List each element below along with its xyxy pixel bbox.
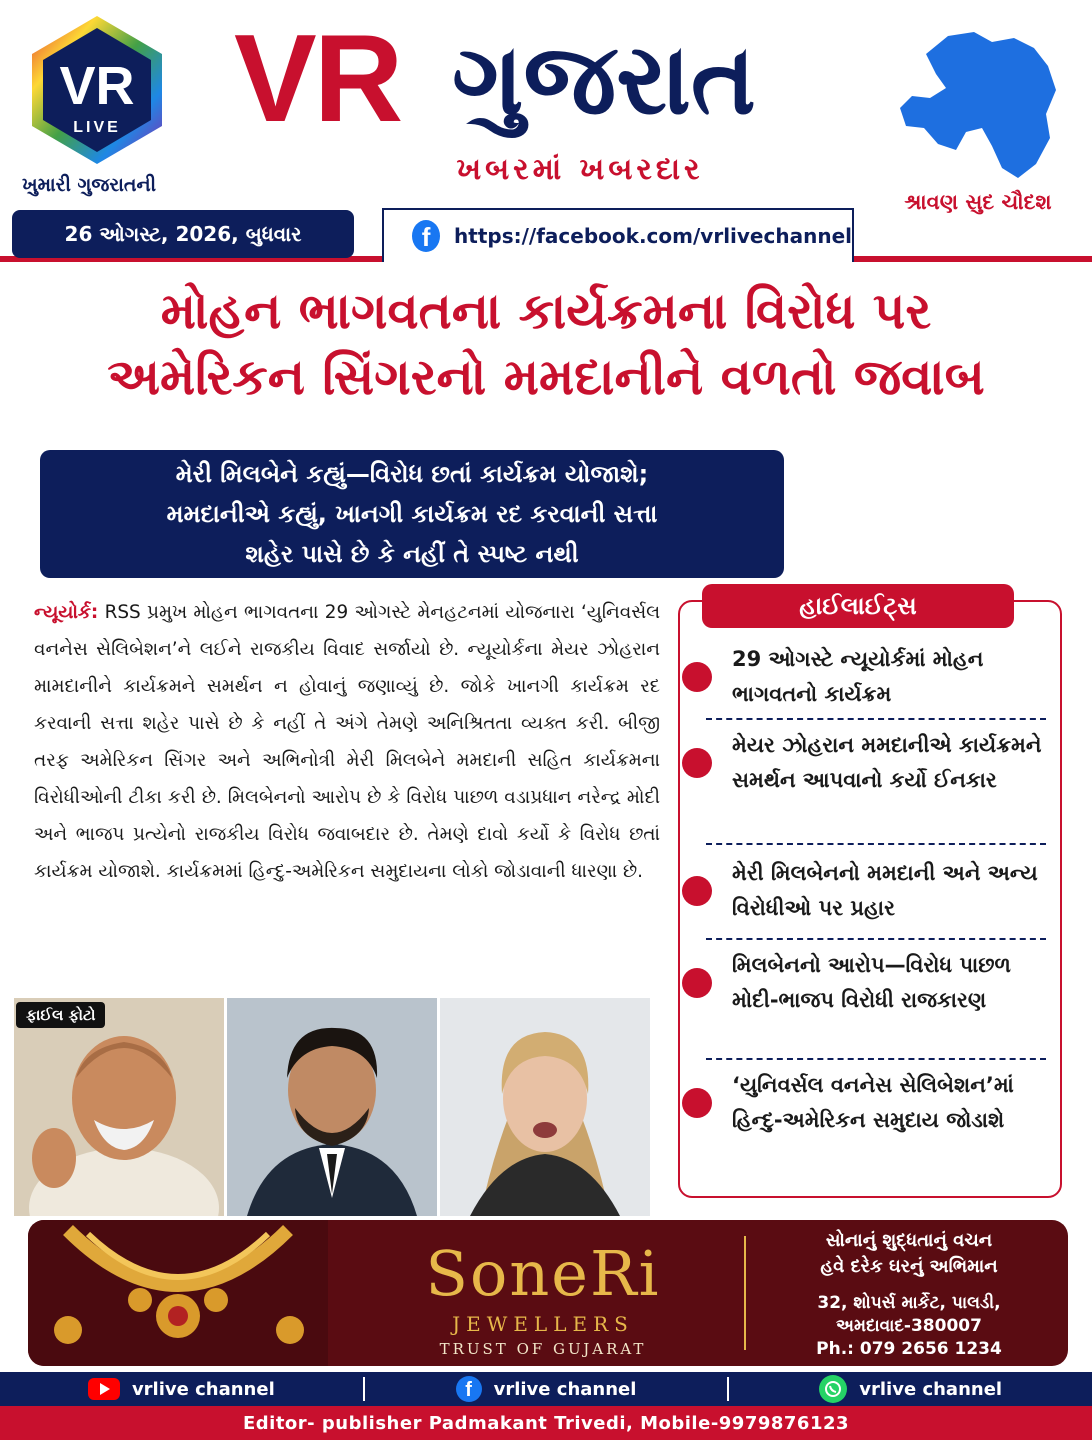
ad-slogan-line-2: હવે દરેક ઘરનું અભિમાન — [820, 1256, 998, 1277]
highlight-text: મેરી મિલબેનનો મમદાની અને અન્ય વિરોધીઓ પર પ્રહાર — [732, 861, 1038, 920]
highlight-text: મેયર ઝોહરાન મમદાનીએ કાર્યક્રમને સમર્થન આપવાનો કર્યો ઈનકાર — [732, 733, 1042, 792]
file-photo-badge: ફાઈલ ફોટો — [16, 1002, 105, 1028]
photo-strip — [14, 998, 650, 1216]
main-headline — [10, 278, 1082, 410]
highlight-item — [678, 728, 1062, 798]
ad-brand-name: SoneRi — [425, 1237, 661, 1310]
highlight-item — [678, 1068, 1062, 1138]
gujarat-map-icon — [896, 18, 1072, 194]
highlight-divider — [706, 843, 1046, 845]
facebook-link-box[interactable] — [382, 208, 854, 262]
whatsapp-link[interactable] — [729, 1377, 1092, 1401]
bullet-dot-icon — [682, 748, 712, 778]
highlight-item — [678, 856, 1062, 926]
social-links-bar — [0, 1372, 1092, 1406]
subheadline-box — [40, 450, 784, 578]
bullet-dot-icon — [682, 1088, 712, 1118]
necklace-image — [28, 1220, 328, 1366]
masthead-tagline: ખબરમાં ખબરદાર — [456, 152, 704, 187]
bullet-dot-icon — [682, 876, 712, 906]
highlight-item — [678, 642, 1062, 712]
photo-speaker-3 — [440, 998, 650, 1216]
logo-tagline: ખુમારી ગુજરાતની — [22, 174, 157, 196]
logo-sub: LIVE — [73, 119, 121, 136]
article-text: RSS પ્રમુખ મોહન ભાગવતના 29 ઓગસ્ટે મેનહટનમાં યોજનારા ‘યુનિવર્સલ વનનેસ સેલિબેશન’ને લઈને રાજકીય વિવાદ સર્જાયો છે. ન્યૂયોર્કના મેયર ઝોહરાન મામદાનીને કાર્યક્રમને સમર્થન ન હોવાનું જણાવ્યું છે. જોકે ખાનગી કાર્યક્રમ રદ કરવાની સત્તા શહેર પાસે છે કે નહીં તે અંગે તેમણે અનિશ્રિતતા વ્યક્ત કરી. બીજી તરફ અમેરિકન સિંગર અને અભિનોત્રી મેરી મિલબેને મમદાની સહિત કાર્યક્રમના વિરોધીઓની ટીકા કરી છે. મિલબેનનો આરોપ છે કે વિરોધ પાછળ વડાપ્રધાન નરેન્દ્ર મોદી અને ભાજપ પ્રત્યેનો રાજકીય વિરોધ જવાબદાર છે. તેમણે દાવો કર્યો કે વિરોધ છતાં કાર્યક્રમ યોજાશે. કાર્યક્રમમાં હિન્દુ-અમેરિકન સમુદાયના લોકો જોડાવાની ધારણા છે. — [34, 602, 660, 882]
headline-line-1: મોહન ભાગવતના કાર્યક્રમના વિરોધ પર — [160, 282, 932, 340]
highlight-item — [678, 948, 1062, 1018]
ad-address — [750, 1292, 1068, 1361]
masthead-title-vr: VR — [234, 10, 401, 148]
jewellery-advertisement[interactable] — [28, 1220, 1068, 1366]
subhead-line-1: મેરી મિલબેને કહ્યું—વિરોધ છતાં કાર્યક્રમ યોજાશે; — [175, 460, 649, 488]
ad-address-line-2: અમદાવાદ-380007 — [836, 1316, 982, 1336]
tithi-label: શ્રાવણ સુદ ચૌદશ — [904, 190, 1052, 214]
headline-line-2: અમેરિકન સિંગરનો મમદાનીને વળતો જવાબ — [107, 348, 985, 406]
bullet-dot-icon — [682, 968, 712, 998]
highlight-text: 29 ઓગસ્ટે ન્યૂયોર્કમાં મોહન ભાગવતનો કાર્યક્રમ — [732, 647, 984, 706]
vr-live-logo — [28, 14, 166, 166]
highlight-divider — [706, 1058, 1046, 1060]
facebook-icon: f — [412, 220, 440, 252]
whatsapp-label: vrlive channel — [859, 1378, 1003, 1400]
facebook-label: vrlive channel — [493, 1378, 637, 1400]
facebook-link[interactable] — [365, 1377, 730, 1401]
subhead-line-2: મમદાનીએ કહ્યું, ખાનગી કાર્યક્રમ રદ કરવાની સત્તા — [166, 500, 658, 528]
subhead-line-3: શહેર પાસે છે કે નહીં તે સ્પષ્ટ નથી — [245, 540, 579, 568]
youtube-link[interactable] — [0, 1377, 365, 1401]
highlight-text: ‘યુનિવર્સલ વનનેસ સેલિબેશન’માં હિન્દુ-અમેરિકન સમુદાય જોડાશે — [732, 1073, 1014, 1132]
whatsapp-icon — [819, 1375, 847, 1403]
article-body — [34, 594, 660, 890]
ad-phone: Ph.: 079 2656 1234 — [816, 1339, 1002, 1359]
facebook-url[interactable]: https://facebook.com/vrlivechannel — [454, 224, 852, 248]
youtube-icon — [88, 1378, 120, 1400]
photo-speaker-2 — [227, 998, 437, 1216]
ad-slogan — [750, 1228, 1068, 1280]
ad-divider — [744, 1236, 746, 1350]
masthead — [0, 0, 1092, 262]
highlight-divider — [706, 718, 1046, 720]
youtube-label: vrlive channel — [131, 1378, 275, 1400]
highlight-text: મિલબેનનો આરોપ—વિરોધ પાછળ મોદી-ભાજપ વિરોધી રાજકારણ — [732, 953, 1011, 1012]
ad-brand-trust: TRUST OF GUJARAT — [439, 1340, 647, 1358]
logo-text: VR — [59, 56, 135, 116]
editor-credit: Editor- publisher Padmakant Trivedi, Mobile-9979876123 — [0, 1406, 1092, 1440]
article-dateline: ન્યૂયોર્ક: — [34, 602, 99, 623]
bullet-dot-icon — [682, 662, 712, 692]
ad-address-line-1: 32, શોપર્સ માર્કેટ, પાલડી, — [817, 1293, 1001, 1313]
highlights-title: હાઈલાઈટ્સ — [702, 584, 1014, 628]
issue-date: 26 ઓગસ્ટ, 2026, બુધવાર — [12, 210, 354, 258]
photo-speaker-1 — [14, 998, 224, 1216]
ad-brand-sub: JEWELLERS — [452, 1312, 634, 1336]
masthead-title-gujarat: ગુજરાત — [452, 23, 756, 137]
ad-slogan-line-1: સોનાનું શુદ્ધતાનું વચન — [825, 1230, 993, 1251]
facebook-icon: f — [456, 1376, 482, 1402]
highlight-divider — [706, 938, 1046, 940]
